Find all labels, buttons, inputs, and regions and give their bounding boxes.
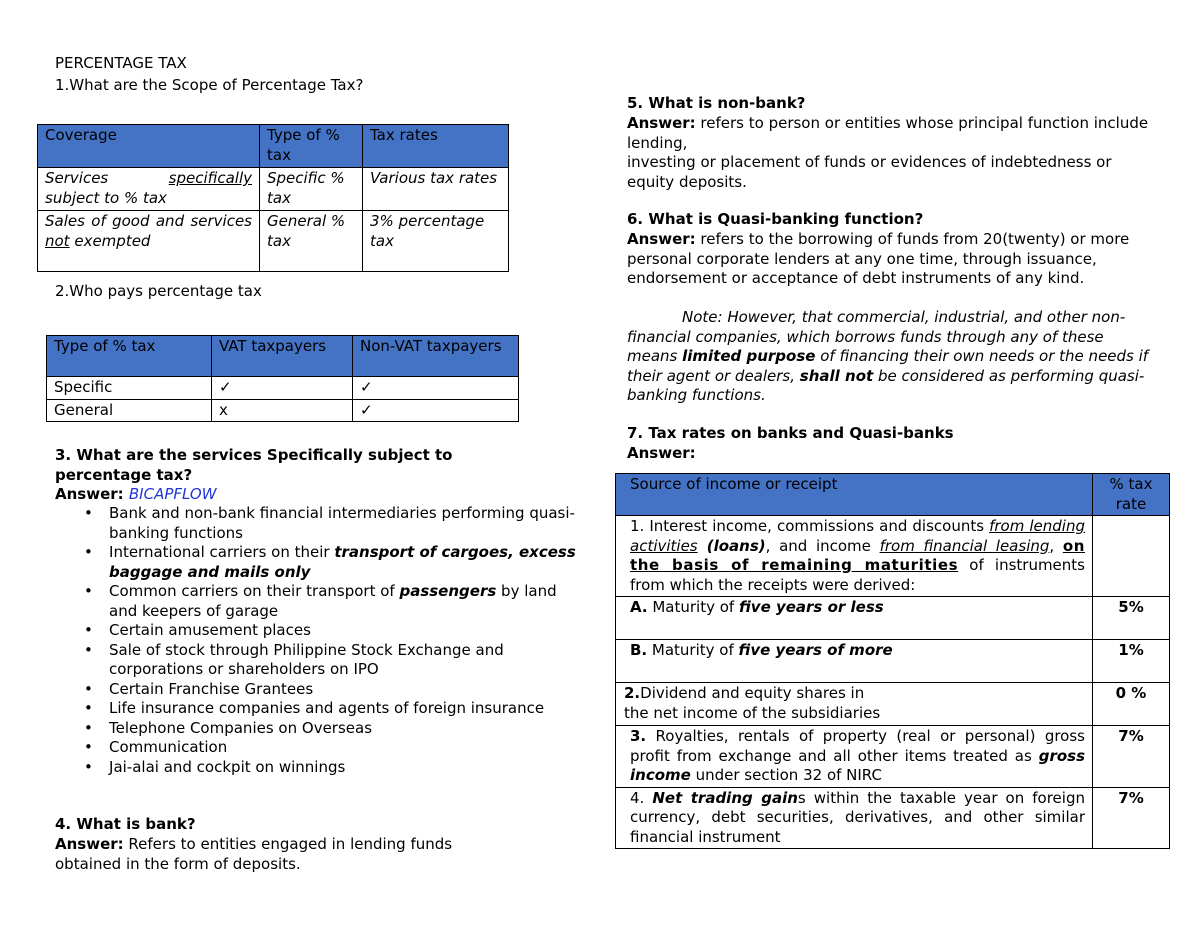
check-icon: ✓ xyxy=(353,399,519,422)
bank-cell-source: 1. Interest income, commissions and discounts from lending activities (loans), and income from financial leasing, on the basis of remaining maturities of instruments from which the receipts were derived: xyxy=(616,516,1093,597)
bank-cell-source: 4. Net trading gains within the taxable year on foreign currency, debt securities, derivatives, and other similar financial instrument xyxy=(616,787,1093,849)
bank-cell-rate: 7% xyxy=(1093,726,1170,788)
q5-answer: Answer: refers to person or entities whose principal function include lending, investing or placement of funds or evidences of indebtedness or equity deposits. xyxy=(627,114,1149,191)
scope-cell-type: General % tax xyxy=(260,211,363,272)
q7-answer-label: Answer: xyxy=(627,444,696,462)
scope-header-rates: Tax rates xyxy=(363,125,509,168)
scope-cell-coverage: Services specifically subject to % tax xyxy=(38,168,260,211)
scope-header-coverage: Coverage xyxy=(38,125,260,168)
list-item: • Bank and non-bank financial intermediaries performing quasi-banking functions xyxy=(55,504,585,543)
list-item: • Common carriers on their transport of passengers by land and keepers of garage xyxy=(55,582,585,621)
check-icon: ✓ xyxy=(353,377,519,400)
scope-row xyxy=(38,211,509,272)
taxpayer-table xyxy=(46,335,519,422)
bank-cell-source: 2.Dividend and equity shares in the net income of the subsidiaries xyxy=(616,683,1093,726)
bank-cell-rate: 7% xyxy=(1093,787,1170,849)
bank-header-rate: % tax rate xyxy=(1093,474,1170,516)
scope-table xyxy=(37,124,509,272)
table-row xyxy=(616,787,1170,849)
bank-cell-rate: 5% xyxy=(1093,597,1170,640)
q6-answer: Answer: refers to the borrowing of funds from 20(twenty) or more personal corporate lenders at any one time, through issuance, endorsement or acceptance of debt instruments of any kind. xyxy=(627,230,1130,287)
list-item: • International carriers on their transport of cargoes, excess baggage and mails only xyxy=(55,543,585,582)
table-row xyxy=(616,726,1170,788)
bank-cell-rate: 0 % xyxy=(1093,683,1170,726)
q4-question: 4. What is bank? xyxy=(55,815,196,833)
bank-cell-source: 3. Royalties, rentals of property (real or personal) gross profit from exchange and all other items treated as gross income under section 32 of NIRC xyxy=(616,726,1093,788)
list-item: • Jai-alai and cockpit on winnings xyxy=(55,758,585,778)
bank-cell-rate: 1% xyxy=(1093,640,1170,683)
scope-header-type: Type of % tax xyxy=(260,125,363,168)
list-item: • Certain Franchise Grantees xyxy=(55,680,585,700)
table-row xyxy=(616,516,1170,597)
bank-header-source: Source of income or receipt xyxy=(616,474,1093,516)
scope-cell-rate: 3% percentage tax xyxy=(363,211,509,272)
q1-question: 1.What are the Scope of Percentage Tax? xyxy=(55,76,364,94)
taxpayer-cell-type: General xyxy=(47,399,212,422)
check-icon: ✓ xyxy=(212,377,353,400)
q4-answer: Answer: Refers to entities engaged in lending funds obtained in the form of deposits. xyxy=(55,835,453,873)
table-row xyxy=(616,683,1170,726)
list-item: • Life insurance companies and agents of foreign insurance xyxy=(55,699,585,719)
scope-cell-rate: Various tax rates xyxy=(363,168,509,211)
bank-cell-source: B. Maturity of five years of more xyxy=(616,640,1093,683)
q3-question: 3. What are the services Specifically subject to percentage tax? xyxy=(55,446,453,484)
taxpayer-header-type: Type of % tax xyxy=(47,336,212,377)
taxpayer-header-nonvat: Non-VAT taxpayers xyxy=(353,336,519,377)
document-title: PERCENTAGE TAX xyxy=(55,54,187,72)
taxpayer-cell-type: Specific xyxy=(47,377,212,400)
list-item: • Certain amusement places xyxy=(55,621,585,641)
scope-row xyxy=(38,168,509,211)
list-item: • Communication xyxy=(55,738,585,758)
table-row xyxy=(616,640,1170,683)
taxpayer-row xyxy=(47,377,519,400)
q6-question: 6. What is Quasi-banking function? xyxy=(627,210,924,228)
q5-question: 5. What is non-bank? xyxy=(627,94,806,112)
q3-answer: Answer: BICAPFLOW xyxy=(55,485,217,503)
bank-rates-table xyxy=(615,473,1170,849)
bank-cell-source: A. Maturity of five years or less xyxy=(616,597,1093,640)
bank-cell-rate xyxy=(1093,516,1170,597)
scope-cell-type: Specific % tax xyxy=(260,168,363,211)
list-item: • Sale of stock through Philippine Stock Exchange and corporations or shareholders on IPO xyxy=(55,641,585,680)
q6-note: Note: However, that commercial, industrial, and other non-financial companies, which borrows funds through any of these means limited purpose of financing their own needs or the needs if their agent or dealers, shall not be considered as performing quasi-banking functions. xyxy=(627,308,1149,404)
list-item: • Telephone Companies on Overseas xyxy=(55,719,585,739)
scope-cell-coverage: Sales of good and services not exempted xyxy=(38,211,260,272)
table-row xyxy=(616,597,1170,640)
q7-question: 7. Tax rates on banks and Quasi-banks xyxy=(627,424,954,442)
taxpayer-cell-vat: x xyxy=(212,399,353,422)
taxpayer-header-vat: VAT taxpayers xyxy=(212,336,353,377)
taxpayer-row xyxy=(47,399,519,422)
q2-question: 2.Who pays percentage tax xyxy=(55,282,262,300)
services-list xyxy=(55,504,585,777)
